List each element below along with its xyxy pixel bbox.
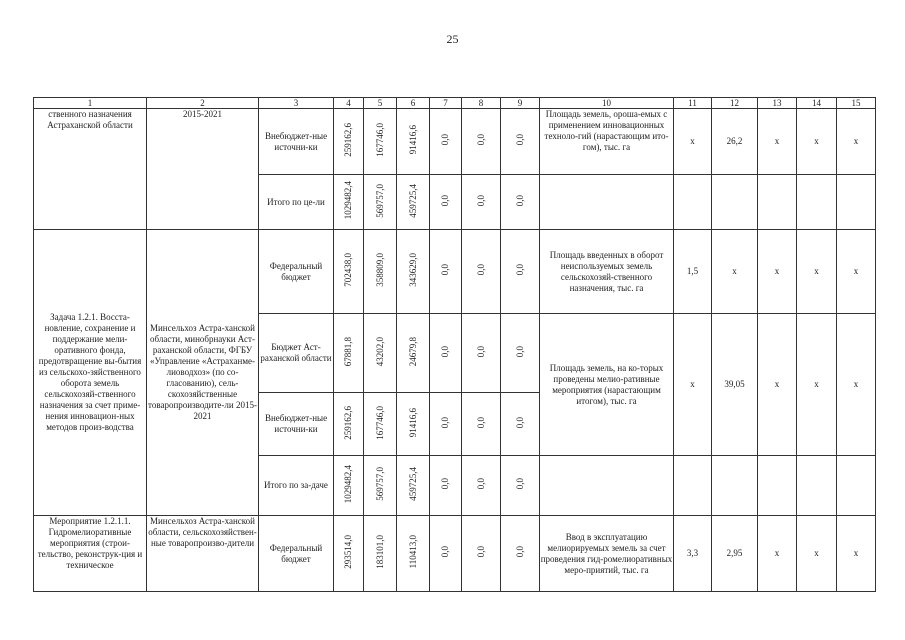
empty-cell <box>837 175 876 230</box>
amount-2017: 0,0 <box>440 546 450 558</box>
empty-cell <box>837 456 876 516</box>
amount-2015: 358809,0 <box>374 253 385 287</box>
amount-2015: 167746,0 <box>374 123 385 157</box>
indicator-value: x <box>837 516 876 592</box>
indicator-name: Площадь введенных в оборот неиспользуемых земель сельскохозяй-ственного назначения, тыс. га <box>540 230 674 314</box>
funding-source: Бюджет Аст-раханской области <box>259 314 334 393</box>
indicator-name: Площадь земель, ороша-емых с применением инновационных техноло-гий (нарастающим ито-гом), тыс. га <box>540 109 674 175</box>
funding-source: Федеральный бюджет <box>259 230 334 314</box>
amount-total: 1029482,4 <box>343 464 353 504</box>
col-header: 12 <box>712 98 758 109</box>
indicator-value: 3,3 <box>674 516 712 592</box>
indicator-value: x <box>674 314 712 456</box>
executor-cell: Минсельхоз Астра-ханской области, сельскохозяйствен-ные товаропроизво-дители <box>147 516 259 592</box>
page-number: 25 <box>446 32 459 46</box>
col-header: 4 <box>334 98 364 109</box>
amount-total: 67881,8 <box>343 336 353 367</box>
amount-2018: 0,0 <box>475 264 486 276</box>
empty-cell <box>674 456 712 516</box>
amount-2018: 0,0 <box>475 546 486 558</box>
header-row <box>34 98 876 109</box>
amount-2018: 0,0 <box>475 416 486 429</box>
table-row <box>34 230 876 314</box>
indicator-value: 39,05 <box>712 314 758 456</box>
indicator-value: x <box>712 230 758 314</box>
indicator-value: x <box>758 516 797 592</box>
col-header: 13 <box>758 98 797 109</box>
indicator-value: 2,95 <box>712 516 758 592</box>
funding-source: Итого по це-ли <box>259 175 334 230</box>
amount-2019: 0,0 <box>514 416 525 429</box>
amount-2018: 0,0 <box>475 345 486 358</box>
amount-total: 259162,6 <box>343 405 353 440</box>
amount-total: 1029482,4 <box>343 181 353 220</box>
activity-name-cell: Мероприятие 1.2.1.1. Гидромелиоративные мероприятия (строи-тельство, реконструк-ция и техническое <box>34 516 147 592</box>
indicator-name: Площадь земель, на ко-торых проведены мелио-ративные мероприятия (нарастающим итогом), тыс. га <box>540 314 674 456</box>
table-row <box>34 516 876 592</box>
amount-2015: 183101,0 <box>374 535 385 569</box>
amount-2015: 43202,0 <box>374 336 385 367</box>
amount-2018: 0,0 <box>475 478 486 490</box>
amount-2016: 91416,6 <box>407 407 418 438</box>
amount-total: 702438,0 <box>343 253 353 287</box>
amount-2019: 0,0 <box>514 345 525 358</box>
amount-2015: 569757,0 <box>374 467 385 501</box>
indicator-value: x <box>837 230 876 314</box>
amount-2017: 0,0 <box>440 264 450 276</box>
amount-2017: 0,0 <box>440 134 450 146</box>
amount-2017: 0,0 <box>440 416 450 429</box>
amount-2018: 0,0 <box>475 194 486 207</box>
col-header: 7 <box>430 98 462 109</box>
col-header: 5 <box>364 98 397 109</box>
empty-cell <box>540 456 674 516</box>
indicator-value: 1,5 <box>674 230 712 314</box>
col-header: 3 <box>259 98 334 109</box>
executor-cell: 2015-2021 <box>147 109 259 230</box>
col-header: 6 <box>397 98 430 109</box>
empty-cell <box>758 175 797 230</box>
amount-2019: 0,0 <box>514 478 525 490</box>
amount-2017: 0,0 <box>440 345 450 358</box>
indicator-value: x <box>758 314 797 456</box>
empty-cell <box>712 175 758 230</box>
amount-2015: 569757,0 <box>374 183 385 218</box>
col-header: 2 <box>147 98 259 109</box>
empty-cell <box>797 456 837 516</box>
indicator-value: 26,2 <box>712 109 758 175</box>
table-row <box>34 109 876 175</box>
amount-2016: 24679,8 <box>407 336 418 367</box>
empty-cell <box>758 456 797 516</box>
indicator-name: Ввод в эксплуатацию мелиорируемых земель за счет проведения гид-ромелиоративных меро-приятий, тыс. га <box>540 516 674 592</box>
col-header: 14 <box>797 98 837 109</box>
col-header: 8 <box>462 98 501 109</box>
indicator-value: x <box>758 109 797 175</box>
amount-2019: 0,0 <box>514 546 525 558</box>
goal-name-cell: ственного назначения Астраханской области <box>34 109 147 230</box>
amount-2016: 110413,0 <box>407 535 418 569</box>
empty-cell <box>712 456 758 516</box>
indicator-value: x <box>837 314 876 456</box>
indicator-value: x <box>758 230 797 314</box>
indicator-value: x <box>674 109 712 175</box>
empty-cell <box>797 175 837 230</box>
amount-2019: 0,0 <box>514 194 525 207</box>
amount-2019: 0,0 <box>514 264 525 276</box>
col-header: 11 <box>674 98 712 109</box>
col-header: 15 <box>837 98 876 109</box>
indicator-value: x <box>797 109 837 175</box>
indicator-value: x <box>837 109 876 175</box>
amount-2015: 167746,0 <box>374 405 385 440</box>
program-table <box>33 97 876 592</box>
amount-2019: 0,0 <box>514 134 525 146</box>
amount-2016: 459725,4 <box>407 183 418 218</box>
executor-cell: Минсельхоз Астра-ханской области, минобрнауки Аст-раханской области, ФГБУ «Управление «Астраханме-лиоводхоз» (по со-гласованию), сель-скохозяйственные товаропроизводите-ли 2015-2021 <box>147 230 259 516</box>
indicator-value: x <box>797 230 837 314</box>
amount-2016: 459725,4 <box>407 467 418 501</box>
amount-total: 293514,0 <box>343 535 353 569</box>
funding-source: Федеральный бюджет <box>259 516 334 592</box>
amount-2016: 343629,0 <box>407 253 418 287</box>
indicator-value: x <box>797 314 837 456</box>
indicator-value: x <box>797 516 837 592</box>
funding-source: Итого по за-даче <box>259 456 334 516</box>
funding-source: Внебюджет-ные источни-ки <box>259 109 334 175</box>
empty-cell <box>540 175 674 230</box>
amount-2018: 0,0 <box>475 134 486 146</box>
col-header: 1 <box>34 98 147 109</box>
amount-2016: 91416,6 <box>407 125 418 155</box>
amount-2017: 0,0 <box>440 478 450 490</box>
amount-total: 259162,6 <box>343 123 353 157</box>
amount-2017: 0,0 <box>440 194 450 207</box>
col-header: 9 <box>501 98 540 109</box>
funding-source: Внебюджет-ные источни-ки <box>259 393 334 456</box>
empty-cell <box>674 175 712 230</box>
col-header: 10 <box>540 98 674 109</box>
task-name-cell: Задача 1.2.1. Восста-новление, сохранение и поддержание мели-оративного фонда, предотвращение вы-бытия из сельскохо-зяйственного оборота земель сельскохозяй-ственного назначения за счет приме-нения инновацион-ных методов произ-водства <box>34 230 147 516</box>
